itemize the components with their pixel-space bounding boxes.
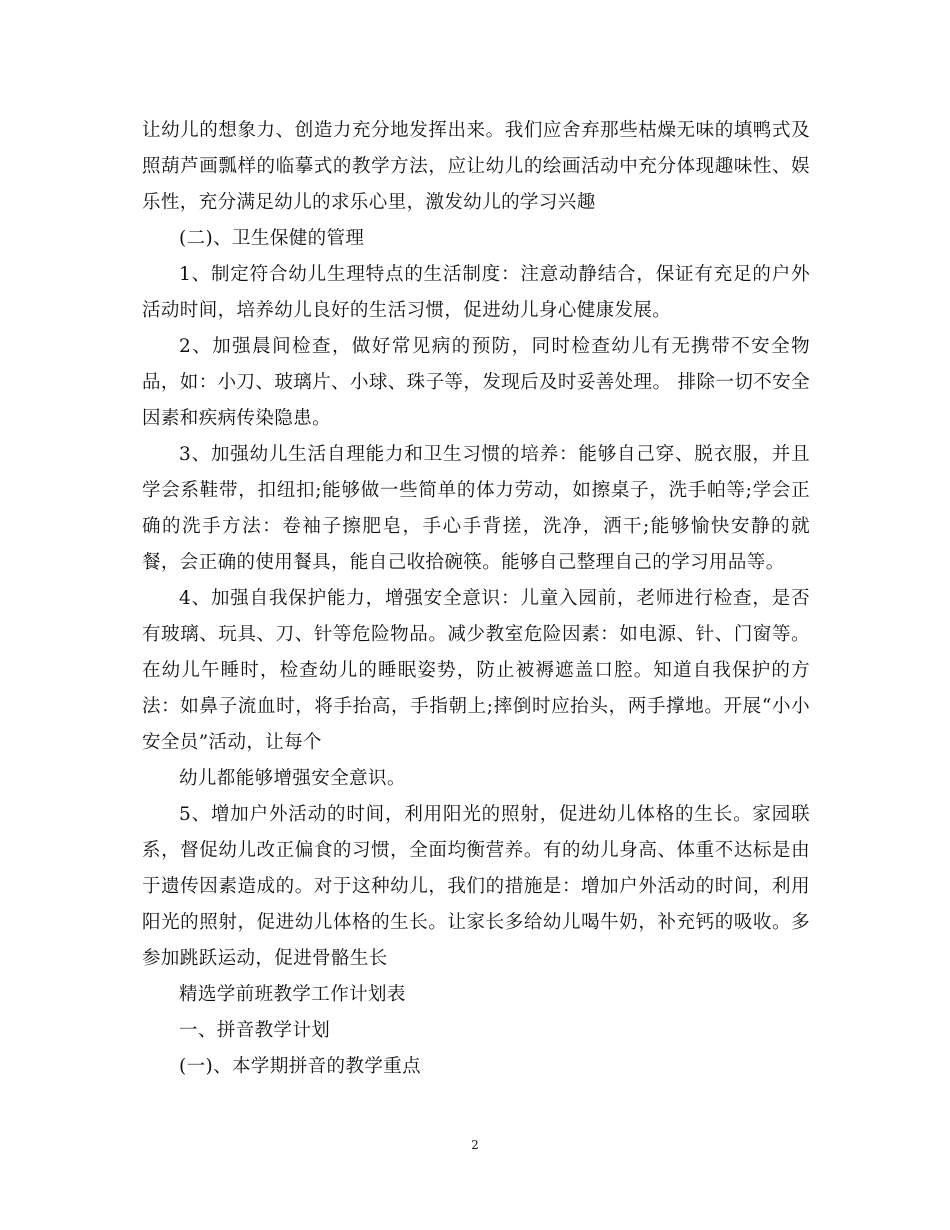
paragraph-item-5: 5、增加户外活动的时间，利用阳光的照射，促进幼儿体格的生长。家园联系，督促幼儿改正偏食的习惯，全面均衡营养。有的幼儿身高、体重不达标是由于遗传因素造成的。对于这种幼儿，我们的措施是：增加户外活动的时间，利用阳光的照射，促进幼儿体格的生长。让家长多给幼儿喝牛奶，补充钙的吸收。多参加跳跃运动，促进骨骼生长 <box>142 804 810 969</box>
paragraph-item-4-continued: 幼儿都能够增强安全意识。 <box>179 768 406 789</box>
paragraph-item-1: 1、制定符合幼儿生理特点的生活制度：注意动静结合，保证有充足的户外活动时间，培养幼儿良好的生活习惯，促进幼儿身心健康发展。 <box>142 264 810 321</box>
page-number: 2 <box>471 1138 479 1152</box>
section-title-plan: 精选学前班教学工作计划表 <box>179 984 406 1005</box>
body-text <box>142 113 810 1085</box>
section-heading-pinyin-plan: 一、拼音教学计划 <box>179 1020 331 1041</box>
paragraph-item-3: 3、加强幼儿生活自理能力和卫生习惯的培养：能够自己穿、脱衣服，并且学会系鞋带，扣纽扣;能够做一些简单的体力劳动，如擦桌子，洗手帕等;学会正确的洗手方法：卷袖子擦肥皂，手心手背搓，洗净，洒干;能够愉快安静的就餐，会正确的使用餐具，能自己收拾碗筷。能够自己整理自己的学习用品等。 <box>142 444 810 573</box>
subsection-heading-pinyin-focus: (一)、本学期拼音的教学重点 <box>179 1056 422 1077</box>
paragraph-item-4: 4、加强自我保护能力，增强安全意识：儿童入园前，老师进行检查，是否有玻璃、玩具、刀、针等危险物品。减少教室危险因素：如电源、针、门窗等。在幼儿午睡时，检查幼儿的睡眠姿势，防止被褥遮盖口腔。知道自我保护的方法：如鼻子流血时，将手抬高，手指朝上;摔倒时应抬头，两手撑地。开展“小小安全员”活动，让每个 <box>142 588 810 753</box>
paragraph-item-2: 2、加强晨间检查，做好常见病的预防，同时检查幼儿有无携带不安全物品，如：小刀、玻璃片、小球、珠子等，发现后及时妥善处理。 排除一切不安全因素和疾病传染隐患。 <box>142 336 810 429</box>
section-heading-health-care: (二)、卫生保健的管理 <box>179 228 365 249</box>
paragraph-art-interest: 让幼儿的想象力、创造力充分地发挥出来。我们应舍弃那些枯燥无味的填鸭式及照葫芦画瓢样的临摹式的教学方法，应让幼儿的绘画活动中充分体现趣味性、娱乐性，充分满足幼儿的求乐心里，激发幼儿的学习兴趣 <box>142 120 810 213</box>
